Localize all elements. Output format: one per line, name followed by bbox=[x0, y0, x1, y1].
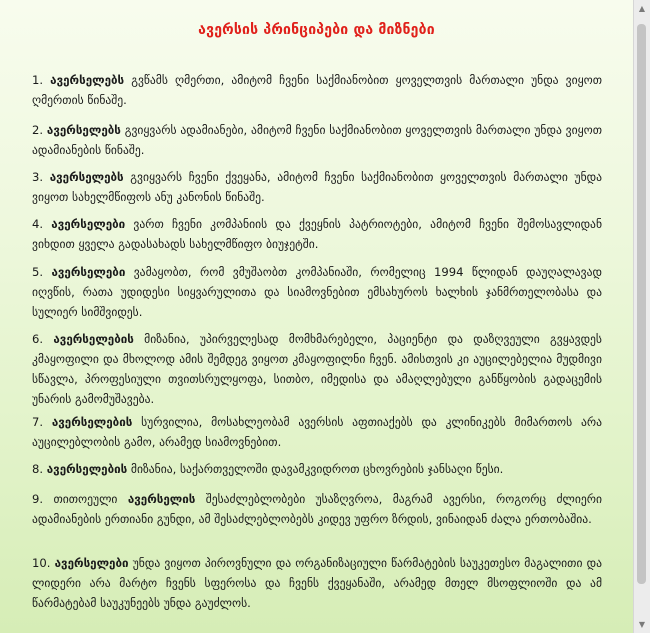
item-number: 8. bbox=[32, 462, 44, 476]
item-text: გვწამს ღმერთი, ამიტომ ჩვენი საქმიანობით ყოველთვის მართალი უნდა ვიყოთ ღმერთის წინაშე. bbox=[32, 73, 603, 107]
item-number: 3. bbox=[32, 170, 44, 184]
brand-word: ავერსელები bbox=[51, 217, 126, 231]
page-title: ავერსის პრინციპები და მიზნები bbox=[198, 22, 435, 38]
item-number: 5. bbox=[32, 265, 44, 279]
item-text: მიზანია, საქართველოში დავამკვიდროთ ცხოვრების ჯანსაღი წესი. bbox=[127, 462, 504, 476]
item-number: 9. bbox=[32, 492, 44, 506]
principle-item-3 bbox=[32, 167, 602, 207]
brand-word: ავერსელებს bbox=[50, 73, 125, 87]
item-number: 10. bbox=[32, 556, 51, 570]
item-number: 1. bbox=[32, 73, 44, 87]
principle-item-4 bbox=[32, 214, 602, 254]
item-text: ვართ ჩვენი კომპანიის და ქვეყნის პატრიოტები, ამიტომ ჩვენი შემოსავლიდან ვიხდით ყველა გადასახადს სახელმწიფო ბიუჯეტში. bbox=[32, 217, 602, 251]
brand-word: ავერსელების bbox=[51, 415, 133, 429]
item-number: 4. bbox=[32, 217, 44, 231]
principle-item-5 bbox=[32, 262, 602, 322]
item-number: 7. bbox=[32, 415, 44, 429]
item-number: 6. bbox=[32, 332, 44, 346]
item-text: შესაძლებლობები უსაზღვროა, მაგრამ ავერსი, როგორც ძლიერი ადამიანების ერთიანი გუნდი, ამ შესაძლებლობებს კიდევ უფრო ზრდის, ვინაიდან ძალა ერთობაშია. bbox=[32, 492, 602, 526]
brand-word: ავერსელებს bbox=[46, 123, 121, 137]
item-number: 2. bbox=[32, 123, 44, 137]
scroll-thumb[interactable] bbox=[637, 24, 646, 584]
principle-item-1 bbox=[32, 70, 602, 110]
principle-item-8 bbox=[32, 459, 602, 479]
principle-item-2 bbox=[32, 120, 602, 160]
brand-word: ავერსელის bbox=[127, 492, 196, 506]
brand-word: ავერსელები bbox=[54, 556, 129, 570]
item-lead: თითოეული bbox=[43, 492, 128, 506]
brand-word: ავერსელები bbox=[51, 265, 126, 279]
item-text: მიზანია, უპირველესად მომხმარებელი, პაციენტი და დაზღვეული გვყავდეს კმაყოფილი და მხოლოდ ამის შემდეგ ვიყოთ კმაყოფილნი ჩვენ. ამისთვის კი აუცილებელია მუდმივი სწავლა, პროფესიული თვითსრულყოფა, სითბო, იმედისა და ამაღლებული განწყობის გადაცემის უნარის გამომუშავება. bbox=[32, 332, 602, 406]
item-text: გვიყვარს ადამიანები, ამიტომ ჩვენი საქმიანობით ყოველთვის მართალი უნდა ვიყოთ ადამიანების წინაშე. bbox=[32, 123, 603, 157]
principle-item-7 bbox=[32, 412, 602, 452]
brand-word: ავერსელებს bbox=[49, 170, 124, 184]
principle-item-6 bbox=[32, 329, 602, 409]
brand-word: ავერსელების bbox=[53, 332, 134, 346]
scroll-down-icon[interactable]: ▼ bbox=[638, 620, 646, 629]
scroll-up-icon[interactable]: ▲ bbox=[638, 4, 646, 13]
item-text: გვიყვარს ჩვენი ქვეყანა, ამიტომ ჩვენი საქმიანობით ყოველთვის მართალი უნდა ვიყოთ სახელმწიფოს ანუ კანონის წინაშე. bbox=[32, 170, 602, 204]
principle-item-10 bbox=[32, 553, 602, 613]
item-text: სურვილია, მოსახლეობამ ავერსის აფთიაქებს და კლინიკებს მიმართოს არა აუცილებლობის გამო, არამედ სიამოვნებით. bbox=[32, 415, 602, 449]
brand-word: ავერსელების bbox=[46, 462, 128, 476]
item-text: უნდა ვიყოთ პიროვნული და ორგანიზაციული წარმატების საუკეთესო მაგალითი და ლიდერი არა მარტო ჩვენს სფეროსა და ჩვენს ქვეყანაში, არამედ მთელ მსოფლიოში და ამ წარმატებამ საუკუნეებს უნდა გაუძლოს. bbox=[32, 556, 602, 610]
vertical-scrollbar[interactable] bbox=[633, 0, 650, 633]
principle-item-9 bbox=[32, 489, 602, 529]
item-text: ვამაყობთ, რომ ვმუშაობთ კომპანიაში, რომელიც 1994 წლიდან დაუღალავად იღვწის, რათა უდიდესი სიყვარულითა და სიამოვნებით ემსახუროს ხალხის ჯანმრთელობასა და სულიერ სიმშვიდეს. bbox=[32, 265, 602, 319]
